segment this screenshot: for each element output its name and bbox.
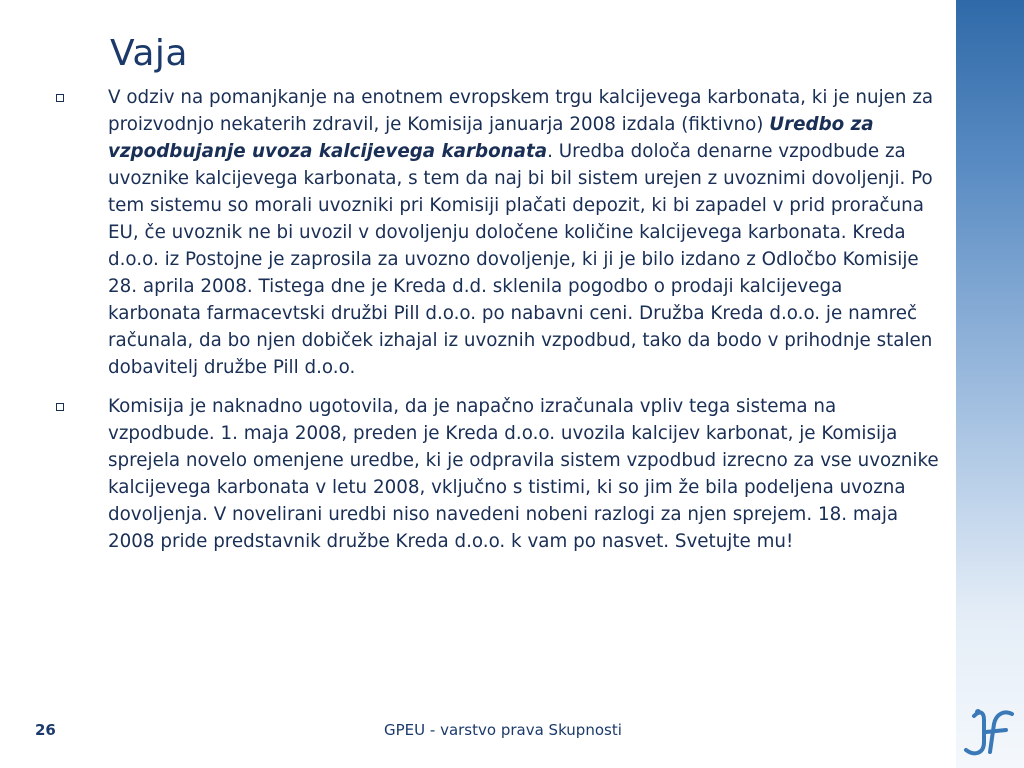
hollow-square-bullet-icon: [56, 94, 64, 102]
footer-text: GPEU - varstvo prava Skupnosti: [384, 721, 622, 739]
bullet-1-text-start: V odziv na pomanjkanje na enotnem evropskem trgu kalcijevega karbonata, ki je nujen za proizvodnjo nekaterih zdravil, je Komisija januarja 2008 izdala (fiktivno): [108, 87, 934, 135]
slide-content: [0, 84, 940, 567]
bullet-paragraph-2: [0, 393, 940, 555]
jf-logo: [956, 702, 1024, 762]
decorative-side-band: [956, 0, 1024, 768]
bullet-1-emphasis: Uredbo za vzpodbujanje uvoza kalcijevega karbonata: [108, 114, 874, 162]
slide-title: Vaja: [110, 33, 188, 74]
hollow-square-bullet-icon: [56, 403, 64, 411]
bullet-1-text-end: . Uredba določa denarne vzpodbude za uvoznike kalcijevega karbonata, s tem da naj bi bil sistem urejen z uvoznimi dovoljenji. Po tem sistemu so morali uvozniki pri Komisiji plačati depozit, ki bi zapadel v prid proračuna EU, če uvoznik ne bi uvozil v dovoljenju določene količine kalcijevega karbonata. Kreda d.o.o. iz Postojne je zaprosila za uvozno dovoljenje, ki ji je bilo izdano z Odločbo Komisije 28. aprila 2008. Tistega dne je Kreda d.d. sklenila pogodbo o prodaji kalcijevega karbonata farmacevtski družbi Pill d.o.o. po nabavni ceni. Družba Kreda d.o.o. je namreč računala, da bo njen dobiček izhajal iz uvoznih vzpodbud, tako da bodo v prihodnje stalen dobavitelj družbe Pill d.o.o.: [108, 141, 933, 378]
bullet-2-text: Komisija je naknadno ugotovila, da je napačno izračunala vpliv tega sistema na vzpodbude. 1. maja 2008, preden je Kreda d.o.o. uvozila kalcijev karbonat, je Komisija sprejela novelo omenjene uredbe, ki je odpravila sistem vzpodbud izrecno za vse uvoznike kalcijevega karbonata v letu 2008, vključno s tistimi, ki so jim že bila podeljena uvozna dovoljenja. V novelirani uredbi niso navedeni nobeni razlogi za njen sprejem. 18. maja 2008 pride predstavnik družbe Kreda d.o.o. k vam po nasvet. Svetujte mu!: [108, 396, 939, 552]
page-number: 26: [35, 721, 56, 739]
bullet-paragraph-1: [0, 84, 940, 381]
